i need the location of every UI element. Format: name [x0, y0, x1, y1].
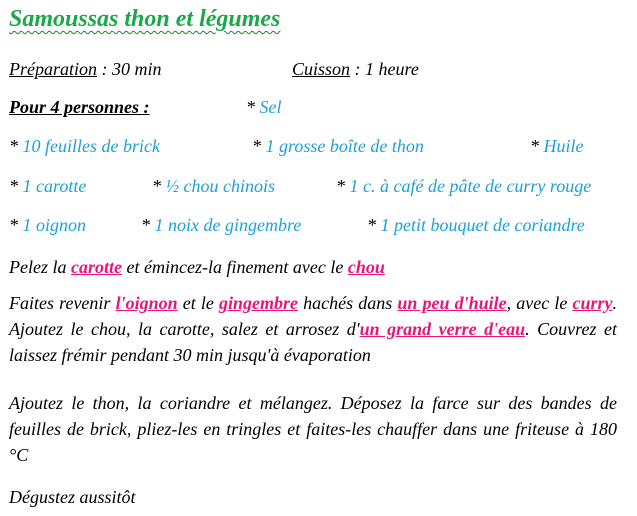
- ingredient-text: ½ chou chinois: [165, 176, 275, 196]
- keyword: gingembre: [218, 293, 298, 313]
- ingredient-text: 1 grosse boîte de thon: [265, 136, 424, 156]
- keyword: un grand verre d'eau: [359, 319, 526, 339]
- prep-label: Préparation: [9, 59, 97, 79]
- recipe-title: Samoussas thon et légumes: [9, 6, 281, 32]
- ingredient-item: * 1 oignon: [9, 215, 87, 235]
- step-4: Dégustez aussitôt: [9, 487, 136, 507]
- ingredient-text: 1 carotte: [22, 176, 87, 196]
- step-2: Faites revenir l'oignon et le gingembre hachés dans un peu d'huile, avec le curry. Ajoutez le chou, la carotte, salez et arrosez d'un grand verre d'eau. Couvrez et laissez frémir pendant 30 min jusqu'à évaporation: [9, 293, 617, 365]
- ingredient-item: * 1 petit bouquet de coriandre: [367, 215, 585, 235]
- ingredient-text: 1 oignon: [22, 215, 87, 235]
- ingredient-text: Sel: [259, 97, 282, 117]
- ingredient-item: * 1 grosse boîte de thon: [252, 136, 424, 156]
- keyword: chou: [347, 257, 385, 277]
- prep-time: [9, 58, 162, 80]
- ingredient-item: * 10 feuilles de brick: [9, 136, 160, 156]
- ingredient-item: * 1 noix de gingembre: [141, 215, 302, 235]
- keyword: carotte: [70, 257, 122, 277]
- keyword: curry: [572, 293, 613, 313]
- ingredient-text: 10 feuilles de brick: [22, 136, 160, 156]
- cook-label: Cuisson: [292, 59, 351, 79]
- cook-time: [292, 58, 419, 80]
- keyword: un peu d'huile: [397, 293, 507, 313]
- ingredient-text: 1 c. à café de pâte de curry rouge: [349, 176, 592, 196]
- step-1: Pelez la carotte et émincez-la finement avec le chou: [9, 257, 385, 277]
- ingredient-text: 1 noix de gingembre: [154, 215, 302, 235]
- ingredient-item: * 1 c. à café de pâte de curry rouge: [336, 176, 592, 196]
- ingredient-item: * 1 carotte: [9, 176, 87, 196]
- ingredient-item: * ½ chou chinois: [152, 176, 275, 196]
- ingredient-item: * Huile: [530, 136, 584, 156]
- keyword: l'oignon: [115, 293, 178, 313]
- cook-value: : 1 heure: [350, 59, 419, 79]
- servings-label: Pour 4 personnes :: [9, 97, 150, 117]
- prep-value: : 30 min: [97, 59, 162, 79]
- ingredient-text: Huile: [543, 136, 584, 156]
- ingredient-text: 1 petit bouquet de coriandre: [380, 215, 585, 235]
- ingredient-item: * Sel: [246, 97, 282, 117]
- step-3: Ajoutez le thon, la coriandre et mélangez. Déposez la farce sur des bandes de feuilles de brick, pliez-les en tringles et faites-les chauffer dans une friteuse à 180 °C: [9, 393, 617, 465]
